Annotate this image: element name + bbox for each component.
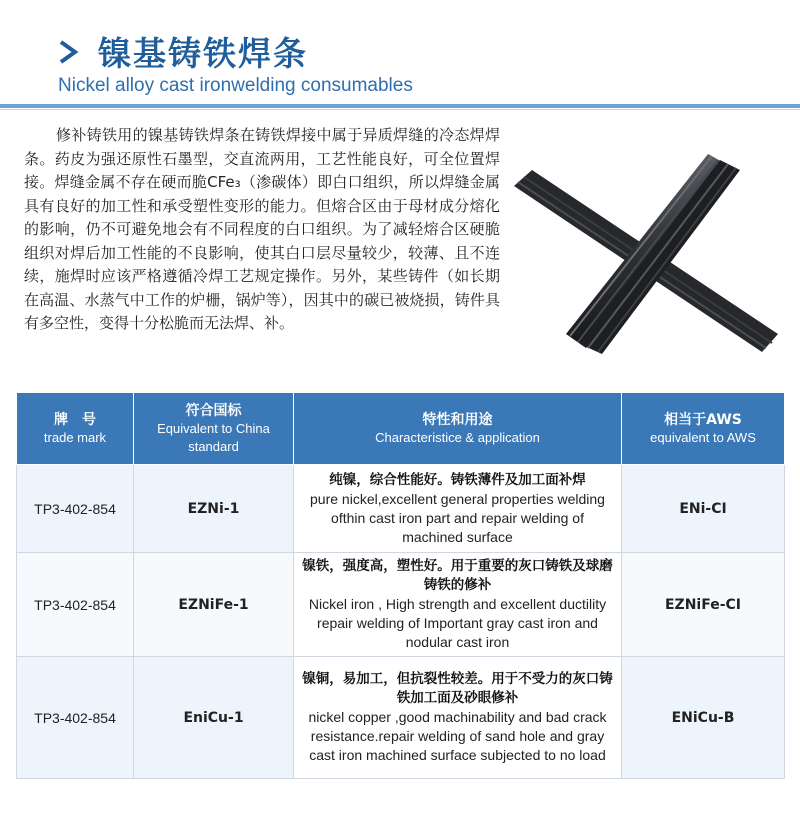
intro-text: 修补铸铁用的镍基铸铁焊条在铸铁焊接中属于异质焊缝的冷态焊焊条。药皮为强还原性石墨型，交直流两用，工艺性能良好，可全位置焊接。焊缝金属不存在硬而脆CFe₃（渗碳体）即白口组织，所以焊缝金属具有良好的加工性和承受塑性变形的能力。但熔合区由于母材成分熔化的影响，仍不可避免地会有不同程度的白口组织。为了减轻熔合区硬脆组织对焊后加工性能的不良影响，使其白口层尽量较少，较薄、且不连续，施焊时应该严格遵循冷焊工艺规定操作。另外，某些铸件（如长期在高温、水蒸气中工作的炉栅，锅炉等），因其中的碳已被烧损，铸件具有多空性，变得十分松脆而无法焊、补。 xyxy=(24,126,500,332)
header-characteristics: 特性和用途 Characteristice & application xyxy=(294,393,622,465)
header-aws: 相当于AWS equivalent to AWS xyxy=(622,393,785,465)
china-standard-cell: EZNi-1 xyxy=(134,465,294,553)
header-trade-mark: 牌 号 trade mark xyxy=(17,393,134,465)
trade-mark-cell: TP3-402-854 xyxy=(17,553,134,657)
page-subtitle: Nickel alloy cast ironwelding consumables xyxy=(58,75,413,96)
title-row xyxy=(58,28,308,75)
header-divider xyxy=(0,104,800,108)
aws-cell: ENiCu-B xyxy=(622,657,785,779)
intro-paragraph xyxy=(24,124,500,336)
table-row xyxy=(17,657,785,779)
chevron-right-icon xyxy=(58,39,80,65)
rod-bundle-front xyxy=(566,154,740,354)
aws-cell: ENi-CI xyxy=(622,465,785,553)
welding-rods-image xyxy=(508,148,780,356)
page-header xyxy=(0,0,800,112)
application-cell: 镍铁，强度高，塑性好。用于重要的灰口铸铁及球磨铸铁的修补 Nickel iron , High strength and excellent ductility repair welding of Important gray cast iron and nodular cast iron xyxy=(294,553,622,657)
header-china-standard: 符合国标 Equivalent to China standard xyxy=(134,393,294,465)
table-header-row xyxy=(17,393,785,465)
trade-mark-cell: TP3-402-854 xyxy=(17,657,134,779)
application-cell: 纯镍，综合性能好。铸铁薄件及加工面补焊 pure nickel,excellent general properties welding ofthin cast iron part and repair welding of machined surface xyxy=(294,465,622,553)
page-title: 镍基铸铁焊条 xyxy=(98,34,308,73)
aws-cell: EZNiFe-CI xyxy=(622,553,785,657)
trade-mark-cell: TP3-402-854 xyxy=(17,465,134,553)
table-row xyxy=(17,553,785,657)
china-standard-cell: EZNiFe-1 xyxy=(134,553,294,657)
application-cell: 镍铜，易加工，但抗裂性较差。用于不受力的灰口铸铁加工面及砂眼修补 nickel copper ,good machinability and bad crack resistance.repair welding of sand hole and gray cast iron machined surface subjected to no load xyxy=(294,657,622,779)
header-divider-thin xyxy=(0,109,800,110)
china-standard-cell: EniCu-1 xyxy=(134,657,294,779)
table-row xyxy=(17,465,785,553)
spec-table xyxy=(16,392,785,779)
